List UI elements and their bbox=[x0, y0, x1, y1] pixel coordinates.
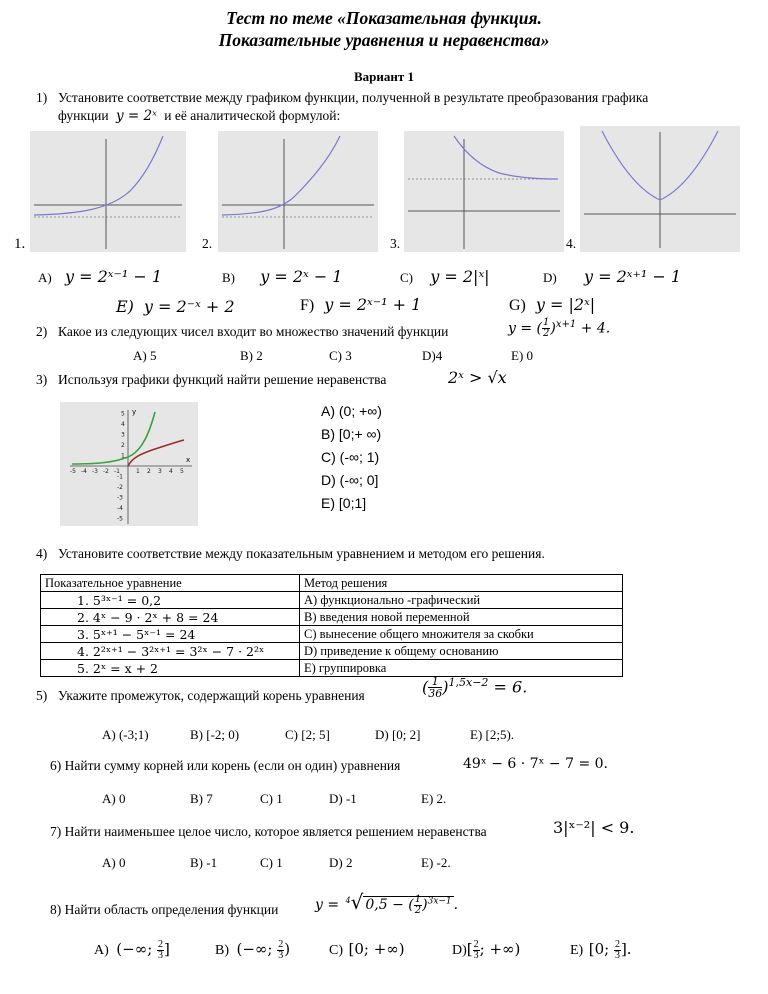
q1-graph-2 bbox=[218, 131, 378, 252]
q3-x-tick-label: 2 bbox=[147, 468, 151, 475]
q3-x-tick-label: -1 bbox=[114, 468, 120, 475]
q4-table-header bbox=[41, 575, 623, 592]
q3-y-tick-label: 3 bbox=[121, 431, 125, 439]
q3-y-tick-label: 1 bbox=[121, 452, 125, 460]
q5-option-b[interactable]: B) [-2; 0) bbox=[190, 727, 240, 742]
page-title-line-1: Тест по теме «Показательная функция. bbox=[226, 8, 542, 28]
q1-option-f[interactable]: F) y = 2ˣ⁻¹ + 1 bbox=[300, 295, 422, 314]
q8-option-e[interactable]: E) [0; $\frac{2}{3}$ ]. bbox=[570, 939, 632, 962]
q3-x-tick-label: 4 bbox=[169, 468, 173, 475]
q5-option-d[interactable]: D) [0; 2] bbox=[375, 727, 421, 742]
q7-option-d[interactable]: D) 2 bbox=[329, 855, 353, 870]
q6-formula: 49ˣ − 6 · 7ˣ − 7 = 0. bbox=[463, 756, 609, 772]
q8-text: 8) Найти область определения функции bbox=[50, 902, 279, 917]
q1-option-b[interactable]: B) y = 2ˣ − 1 bbox=[222, 267, 343, 286]
q5-formula: ( $\frac{1}{36}$ )$^{1,5x-2}$ = 6. bbox=[422, 675, 528, 701]
q2-option-d[interactable]: D)4 bbox=[422, 348, 443, 363]
q1-graph-label-3: 3. bbox=[390, 236, 401, 251]
q3-option-a[interactable]: A) (0; +∞) bbox=[321, 403, 382, 419]
q6-text: 6) Найти сумму корней или корень (если он один) уравнения bbox=[50, 758, 401, 773]
q2-option-a[interactable]: A) 5 bbox=[133, 348, 157, 363]
q3-x-tick-label: 1 bbox=[136, 468, 140, 475]
q2-number: 2) bbox=[36, 324, 48, 339]
q7-option-e[interactable]: E) -2. bbox=[421, 855, 451, 870]
q3-option-e[interactable]: E) [0;1] bbox=[321, 495, 367, 511]
q1-graph-1 bbox=[30, 131, 186, 252]
q5-option-e[interactable]: E) [2;5). bbox=[470, 727, 515, 742]
q3-x-tick-label: -5 bbox=[70, 468, 76, 475]
q4-header-method: Метод решения bbox=[300, 575, 623, 592]
q4-number: 4) bbox=[36, 546, 48, 561]
q3-y-tick-label: -1 bbox=[117, 473, 123, 481]
table-row: 5. 2ˣ = x + 2 E) группировка bbox=[41, 660, 623, 677]
q3-text: Используя графики функций найти решение неравенства bbox=[58, 372, 387, 387]
variant-label: Вариант 1 bbox=[353, 69, 415, 84]
q1-option-e[interactable]: E) y = 2⁻ˣ + 2 bbox=[116, 297, 235, 316]
q3-x-tick-label: 3 bbox=[158, 468, 162, 475]
q3-axis-x-label: x bbox=[186, 456, 191, 464]
q3-axis-y-label: y bbox=[132, 408, 137, 416]
table-row: 3. 5ˣ⁺¹ − 5ˣ⁻¹ = 24 C) вынесение общего множителя за скобки bbox=[41, 626, 623, 643]
q1-graph-label-2: 2. bbox=[202, 236, 213, 251]
q3-option-d[interactable]: D) (-∞; 0] bbox=[321, 472, 379, 488]
q1-option-g[interactable]: G) y = |2ˣ| bbox=[509, 295, 596, 314]
q8-option-d[interactable]: D)[ $\frac{2}{3}$ ; +∞) bbox=[452, 939, 521, 962]
table-row: 2. 4ˣ − 9 · 2ˣ + 8 = 24 B) введения новой переменной bbox=[41, 609, 623, 626]
q3-y-tick-label: -5 bbox=[117, 515, 123, 523]
q6-option-d[interactable]: D) -1 bbox=[329, 791, 357, 806]
q3-number: 3) bbox=[36, 372, 48, 387]
q3-y-tick-label: -4 bbox=[117, 505, 123, 512]
q1-number: 1) bbox=[36, 90, 48, 105]
q7-option-c[interactable]: C) 1 bbox=[260, 855, 283, 870]
q3-y-tick-label: 2 bbox=[121, 442, 125, 449]
q3-x-tick-label: -3 bbox=[92, 468, 98, 475]
table-row: 1. 5³ˣ⁻¹ = 0,2 A) функционально -графический bbox=[41, 592, 623, 609]
q3-graph bbox=[60, 402, 198, 526]
q1-text-line-1: Установите соответствие между графиком функции, полученной в результате преобразования графика bbox=[58, 90, 649, 105]
q8-formula: y = $^4$√ 0,5 − ( $\frac{1}{2}$ )$^{3x-1}$ . bbox=[315, 890, 459, 916]
q2-option-c[interactable]: C) 3 bbox=[329, 348, 352, 363]
q2-formula: y = ( $\frac{1}{2}$ )$^{x+1}$ + 4. bbox=[508, 317, 611, 339]
page-title-line-2: Показательные уравнения и неравенства» bbox=[218, 30, 550, 50]
q8-option-b[interactable]: B) (−∞; $\frac{2}{3}$ ) bbox=[215, 939, 291, 962]
q3-y-tick-label: -2 bbox=[117, 484, 123, 491]
q5-number: 5) bbox=[36, 688, 48, 703]
q7-option-b[interactable]: B) -1 bbox=[190, 855, 218, 870]
q1-graph-3 bbox=[404, 131, 564, 252]
q2-option-e[interactable]: E) 0 bbox=[511, 348, 534, 363]
q3-x-tick-label: 5 bbox=[180, 468, 184, 475]
q7-option-a[interactable]: A) 0 bbox=[102, 855, 126, 870]
q6-option-a[interactable]: A) 0 bbox=[102, 791, 126, 806]
q3-option-b[interactable]: B) [0;+ ∞) bbox=[321, 426, 382, 442]
q5-option-c[interactable]: C) [2; 5] bbox=[285, 727, 330, 742]
q1-graph-label-1: 1. bbox=[14, 236, 26, 252]
q3-y-tick-label: -3 bbox=[117, 494, 123, 502]
q6-option-e[interactable]: E) 2. bbox=[421, 791, 447, 806]
q3-x-tick-label: -2 bbox=[103, 468, 109, 475]
q1-option-d[interactable]: D) y = 2ˣ⁺¹ − 1 bbox=[543, 267, 682, 286]
q8-option-c[interactable]: C) [0; +∞) bbox=[329, 940, 405, 958]
q7-text: 7) Найти наименьшее целое число, которое является решением неравенства bbox=[50, 824, 487, 839]
q6-option-b[interactable]: B) 7 bbox=[190, 791, 213, 806]
q4-text: Установите соответствие между показательным уравнением и методом его решения. bbox=[58, 546, 545, 561]
q4-header-equation: Показательное уравнение bbox=[41, 575, 300, 592]
q4-table bbox=[40, 574, 623, 677]
q1-option-a[interactable]: A) y = 2ˣ⁻¹ − 1 bbox=[38, 267, 163, 286]
q5-text: Укажите промежуток, содержащий корень уравнения bbox=[58, 688, 365, 703]
q3-formula: 2ˣ > √x bbox=[448, 368, 507, 387]
q3-y-tick-label: 4 bbox=[121, 421, 125, 428]
q3-x-tick-label: -4 bbox=[81, 468, 87, 475]
q1-graph-4 bbox=[580, 126, 740, 252]
q3-y-tick-label: 5 bbox=[121, 410, 125, 418]
q5-option-a[interactable]: A) (-3;1) bbox=[102, 727, 149, 742]
q8-option-a[interactable]: A) (−∞; $\frac{2}{3}$ ] bbox=[94, 939, 170, 962]
q1-option-c[interactable]: C) y = 2|ˣ| bbox=[400, 267, 490, 286]
table-row: 4. 2²ˣ⁺¹ − 3²ˣ⁺¹ = 3²ˣ − 7 · 2²ˣ D) приведение к общему основанию bbox=[41, 643, 623, 660]
q1-text-line-2: функции y = 2ˣ и её аналитической формулой: bbox=[58, 108, 341, 124]
q6-option-c[interactable]: C) 1 bbox=[260, 791, 283, 806]
q7-formula: 3|ˣ⁻²| < 9. bbox=[553, 818, 635, 837]
q2-option-b[interactable]: B) 2 bbox=[240, 348, 263, 363]
q1-base-formula: y = 2ˣ bbox=[116, 108, 157, 124]
q1-graph-label-4: 4. bbox=[566, 236, 577, 251]
q2-text: Какое из следующих чисел входит во множество значений функции bbox=[58, 324, 449, 339]
q3-option-c[interactable]: C) (-∞; 1) bbox=[321, 449, 380, 465]
